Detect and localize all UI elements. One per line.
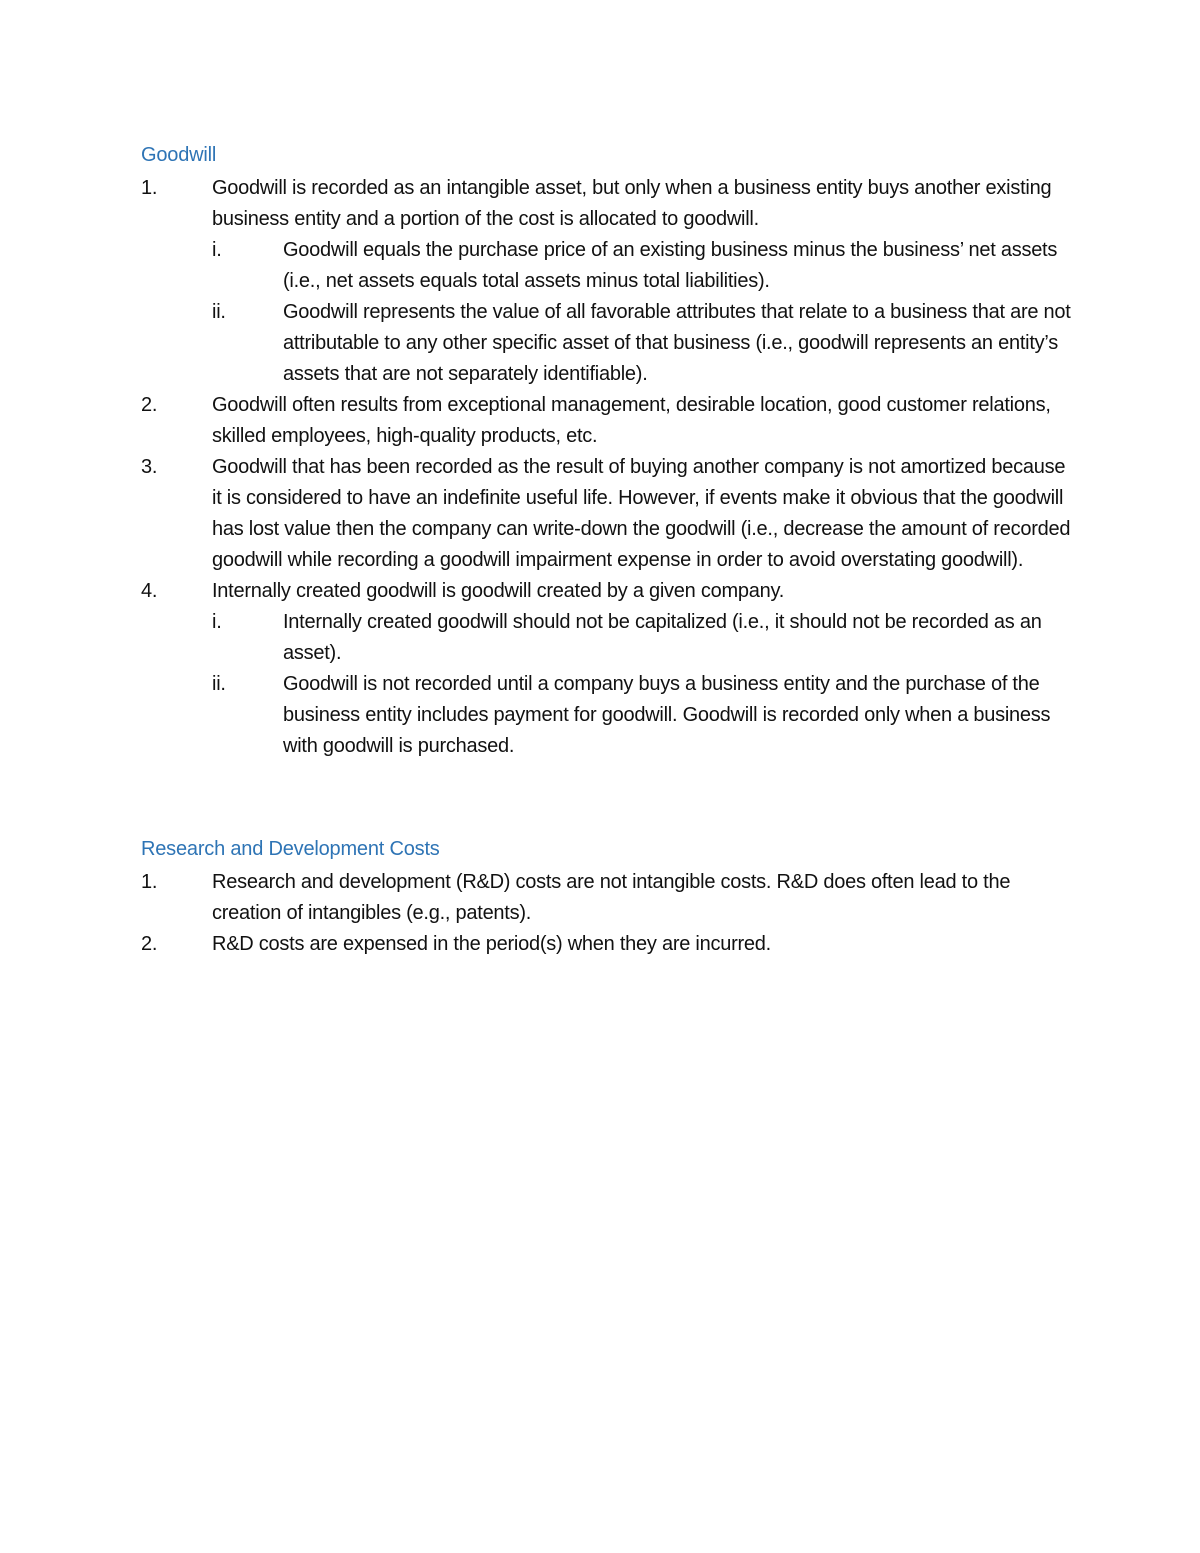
goodwill-item-4 — [141, 576, 1071, 607]
goodwill-item-4-sub-ii — [212, 669, 1071, 762]
sub-list-number: i. — [212, 239, 222, 261]
list-number: 4. — [141, 580, 158, 602]
sub-list-text: Goodwill is not recorded until a company buys a business entity and the purchase of the business entity includes payment for goodwill. Goodwill is recorded only when a business with goodwill is purchased. — [283, 673, 1051, 757]
goodwill-item-4-sub-i — [212, 607, 1071, 669]
list-text: Goodwill often results from exceptional management, desirable location, good customer relations, skilled employees, high-quality products, etc. — [212, 394, 1051, 447]
sub-list-number: i. — [212, 611, 222, 633]
list-number: 2. — [141, 394, 158, 416]
list-number: 1. — [141, 871, 158, 893]
goodwill-section — [141, 140, 1071, 762]
list-text: R&D costs are expensed in the period(s) when they are incurred. — [212, 933, 771, 955]
sub-list-text: Internally created goodwill should not be capitalized (i.e., it should not be recorded as an asset). — [283, 611, 1042, 664]
list-number: 1. — [141, 177, 158, 199]
goodwill-heading: Goodwill — [141, 144, 217, 166]
rd-item-2 — [141, 929, 1071, 960]
rd-section — [141, 834, 1071, 960]
goodwill-item-3 — [141, 452, 1071, 576]
sub-list-number: ii. — [212, 301, 226, 323]
list-text: Research and development (R&D) costs are not intangible costs. R&D does often lead to the creation of intangibles (e.g., patents). — [212, 871, 1011, 924]
goodwill-item-1-sub-i — [212, 235, 1071, 297]
rd-heading: Research and Development Costs — [141, 838, 440, 860]
sub-list-text: Goodwill represents the value of all favorable attributes that relate to a business that are not attributable to any other specific asset of that business (i.e., goodwill represents an entity’s assets that are not separately identifiable). — [283, 301, 1071, 385]
rd-item-1 — [141, 867, 1071, 929]
list-number: 3. — [141, 456, 158, 478]
goodwill-item-1-sub-ii — [212, 297, 1071, 390]
sub-list-number: ii. — [212, 673, 226, 695]
sub-list-text: Goodwill equals the purchase price of an existing business minus the business’ net assets (i.e., net assets equals total assets minus total liabilities). — [283, 239, 1058, 292]
goodwill-item-1 — [141, 173, 1071, 235]
list-text: Internally created goodwill is goodwill created by a given company. — [212, 580, 785, 602]
goodwill-item-2 — [141, 390, 1071, 452]
list-text: Goodwill is recorded as an intangible asset, but only when a business entity buys another existing business entity and a portion of the cost is allocated to goodwill. — [212, 177, 1052, 230]
list-text: Goodwill that has been recorded as the result of buying another company is not amortized because it is considered to have an indefinite useful life. However, if events make it obvious that the goodwill has lost value then the company can write-down the goodwill (i.e., decrease the amount of recorded goodwill while recording a goodwill impairment expense in order to avoid overstating goodwill). — [212, 456, 1071, 571]
list-number: 2. — [141, 933, 158, 955]
